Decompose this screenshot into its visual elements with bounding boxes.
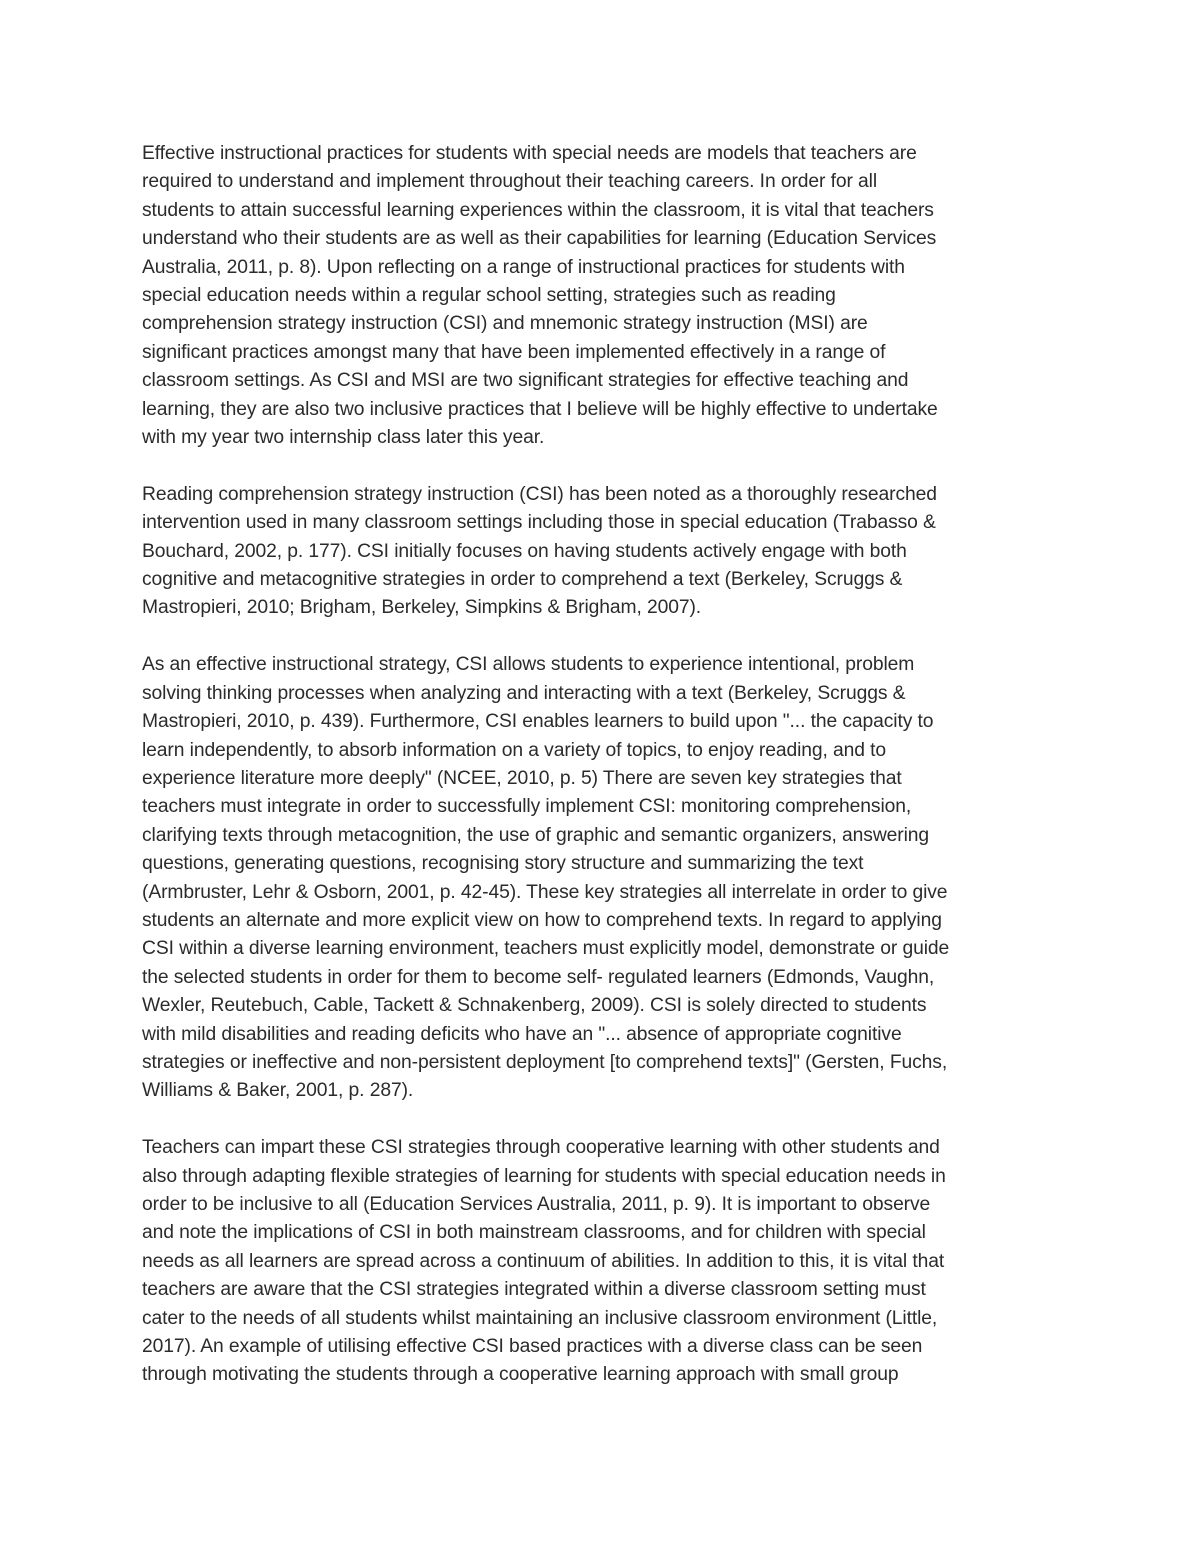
paragraph-csi-definition <box>142 481 1062 623</box>
text-line: cater to the needs of all students whilst maintaining an inclusive classroom environment (Little, <box>142 1307 938 1329</box>
text-line: the selected students in order for them to become self- regulated learners (Edmonds, Vaughn, <box>142 966 935 988</box>
text-line: CSI within a diverse learning environment, teachers must explicitly model, demonstrate or guide <box>142 938 950 960</box>
text-line: students an alternate and more explicit view on how to comprehend texts. In regard to applying <box>142 909 942 931</box>
text-line: solving thinking processes when analyzing and interacting with a text (Berkeley, Scruggs & <box>142 682 906 704</box>
paragraph-csi-inclusion <box>142 1134 1062 1390</box>
text-line: teachers must integrate in order to successfully implement CSI: monitoring comprehension, <box>142 796 912 818</box>
text-line: through motivating the students through a cooperative learning approach with small group <box>142 1364 899 1386</box>
paragraph-intro <box>142 140 1062 452</box>
text-line: (Armbruster, Lehr & Osborn, 2001, p. 42-45). These key strategies all interrelate in order to give <box>142 881 948 903</box>
document-body <box>142 140 1062 1418</box>
text-line: classroom settings. As CSI and MSI are two significant strategies for effective teaching and <box>142 370 909 392</box>
text-line: As an effective instructional strategy, CSI allows students to experience intentional, problem <box>142 654 915 676</box>
text-line: required to understand and implement throughout their teaching careers. In order for all <box>142 171 878 193</box>
text-line: significant practices amongst many that have been implemented effectively in a range of <box>142 341 886 363</box>
text-line: Australia, 2011, p. 8). Upon reflecting on a range of instructional practices for students with <box>142 256 905 278</box>
text-line: teachers are aware that the CSI strategies integrated within a diverse classroom setting must <box>142 1279 926 1301</box>
text-line: questions, generating questions, recognising story structure and summarizing the text <box>142 853 864 875</box>
text-line: learn independently, to absorb information on a variety of topics, to enjoy reading, and to <box>142 739 887 761</box>
text-line: intervention used in many classroom settings including those in special education (Trabasso & <box>142 512 936 534</box>
text-line: and note the implications of CSI in both mainstream classrooms, and for children with special <box>142 1222 926 1244</box>
text-line: Bouchard, 2002, p. 177). CSI initially focuses on having students actively engage with both <box>142 540 907 562</box>
text-line: also through adapting flexible strategies of learning for students with special education needs in <box>142 1165 946 1187</box>
text-line: with my year two internship class later this year. <box>142 427 545 449</box>
text-line: with mild disabilities and reading deficits who have an "... absence of appropriate cognitive <box>142 1023 902 1045</box>
text-line: students to attain successful learning experiences within the classroom, it is vital that teachers <box>142 199 934 221</box>
text-line: order to be inclusive to all (Education Services Australia, 2011, p. 9). It is important to observe <box>142 1193 931 1215</box>
text-line: Mastropieri, 2010, p. 439). Furthermore, CSI enables learners to build upon "... the capacity to <box>142 711 934 733</box>
text-line: Wexler, Reutebuch, Cable, Tackett & Schnakenberg, 2009). CSI is solely directed to students <box>142 995 927 1017</box>
text-line: comprehension strategy instruction (CSI) and mnemonic strategy instruction (MSI) are <box>142 313 868 335</box>
text-line: needs as all learners are spread across a continuum of abilities. In addition to this, it is vital that <box>142 1250 945 1272</box>
text-line: learning, they are also two inclusive practices that I believe will be highly effective to undertake <box>142 398 938 420</box>
text-line: strategies or ineffective and non-persistent deployment [to comprehend texts]" (Gersten, Fuchs, <box>142 1051 948 1073</box>
paragraph-csi-strategies <box>142 651 1062 1106</box>
text-line: Williams & Baker, 2001, p. 287). <box>142 1080 414 1102</box>
text-line: Reading comprehension strategy instruction (CSI) has been noted as a thoroughly researched <box>142 483 937 505</box>
text-line: special education needs within a regular school setting, strategies such as reading <box>142 285 836 307</box>
text-line: cognitive and metacognitive strategies in order to comprehend a text (Berkeley, Scruggs & <box>142 569 903 591</box>
text-line: understand who their students are as well as their capabilities for learning (Education Services <box>142 228 937 250</box>
text-line: Effective instructional practices for students with special needs are models that teachers are <box>142 143 917 164</box>
text-line: clarifying texts through metacognition, the use of graphic and semantic organizers, answering <box>142 824 930 846</box>
text-line: experience literature more deeply" (NCEE, 2010, p. 5) There are seven key strategies that <box>142 767 902 789</box>
text-line: Mastropieri, 2010; Brigham, Berkeley, Simpkins & Brigham, 2007). <box>142 597 702 619</box>
text-line: Teachers can impart these CSI strategies through cooperative learning with other students and <box>142 1137 940 1159</box>
text-line: 2017). An example of utilising effective CSI based practices with a diverse class can be seen <box>142 1336 923 1358</box>
